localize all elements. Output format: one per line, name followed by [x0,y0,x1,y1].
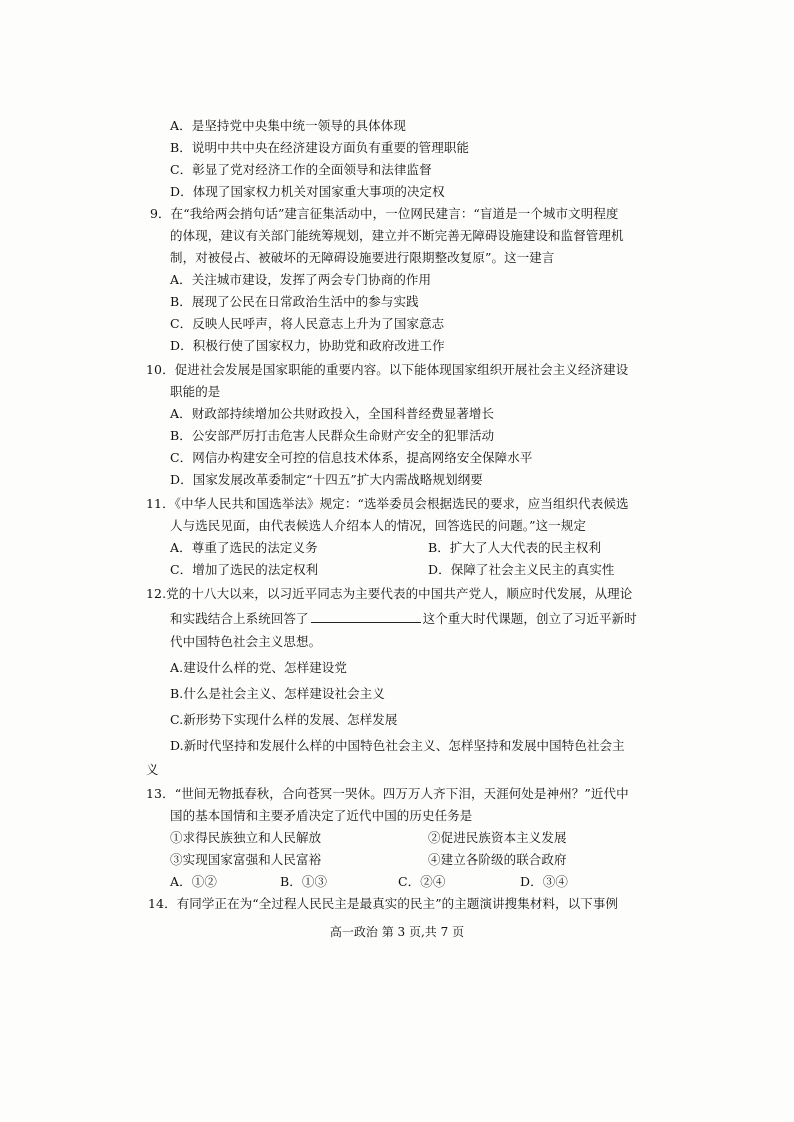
q10-option-c: C．网信办构建安全可控的信息技术体系，提高网络安全保障水平 [170,450,533,465]
q13-stem-line-1: 13．“世间无物抵春秋，合向苍冥一哭休。四万万人齐下泪，天涯何处是神州？”近代中 [146,786,629,801]
q13-item-2: ②促进民族资本主义发展 [428,830,567,845]
q8-option-d: D．体现了国家权力机关对国家重大事项的决定权 [170,184,445,199]
q13-choice-a: A．①② [170,874,217,889]
q12-stem-line-1: 12.党的十八大以来，以习近平同志为主要代表的中国共产党人，顺应时代发展，从理论 [146,586,633,601]
q13-choice-b: B．①③ [280,874,328,889]
q9-option-c: C．反映人民呼声，将人民意志上升为了国家意志 [170,316,445,331]
q8-option-c: C．彰显了党对经济工作的全面领导和法律监督 [170,162,432,177]
q12-stem-line-2 [170,610,637,627]
q13-choice-d: D．③④ [520,874,568,889]
q12-option-d-tail: 义 [146,762,159,777]
q10-option-b: B．公安部严厉打击危害人民群众生命财产安全的犯罪活动 [170,428,495,443]
q12-option-b: B.什么是社会主义、怎样建设社会主义 [170,686,385,701]
q12-option-a: A.建设什么样的党、怎样建设党 [170,660,348,675]
q13-item-4: ④建立各阶级的联合政府 [428,852,567,867]
q11-stem-line-1: 11．《中华人民共和国选举法》规定：“选举委员会根据选民的要求，应当组织代表候选 [146,496,629,511]
q13-item-1: ①求得民族独立和人民解放 [170,830,322,845]
q11-option-b: B．扩大了人大代表的民主权利 [428,540,602,555]
q8-option-a: A．是坚持党中央集中统一领导的具体体现 [170,118,406,133]
q10-option-a: A．财政部持续增加公共财政投入，全国科普经费显著增长 [170,406,495,421]
q10-stem-line-1: 10．促进社会发展是国家职能的重要内容。以下能体现国家组织开展社会主义经济建设 [146,362,629,377]
q13-stem-line-2: 国的基本国情和主要矛盾决定了近代中国的历史任务是 [170,808,473,823]
q10-stem-line-2: 职能的是 [170,384,221,399]
q13-choice-c: C．②④ [398,874,446,889]
q9-option-a: A．关注城市建设，发挥了两会专门协商的作用 [170,272,432,287]
q12-option-c: C.新形势下实现什么样的发展、怎样发展 [170,712,398,727]
q9-stem-line-3: 制，对被侵占、被破坏的无障碍设施要进行限期整改复原”。这一建言 [170,250,555,265]
q12-answer-blank [311,610,421,623]
q14-stem: 14．有同学正在为“全过程人民民主是最真实的民主”的主题演讲搜集材料，以下事例 [148,896,619,911]
q10-option-d: D．国家发展改革委制定“十四五”扩大内需战略规划纲要 [170,472,483,487]
q9-option-d: D．积极行使了国家权力，协助党和政府改进工作 [170,338,445,353]
q11-option-a: A．尊重了选民的法定义务 [170,540,318,555]
q12-stem-line-3: 代中国特色社会主义思想。 [170,634,322,649]
q9-option-b: B．展现了公民在日常政治生活中的参与实践 [170,294,419,309]
q12-stem-after-blank: 这个重大时代课题，创立了习近平新时 [422,611,637,626]
q12-stem-before-blank: 和实践结合上系统回答了 [170,611,309,626]
page-footer: 高一政治 第 3 页,共 7 页 [329,925,465,939]
q9-stem-line-2: 的体现，建议有关部门能统筹规划，建立并不断完善无障碍设施建设和监督管理机 [170,228,624,243]
q9-stem-line-1: 9．在“我给两会捎句话”建言征集活动中，一位网民建言：“盲道是一个城市文明程度 [150,206,619,221]
q11-option-d: D．保障了社会主义民主的真实性 [428,562,615,577]
q13-item-3: ③实现国家富强和人民富裕 [170,852,322,867]
q11-stem-line-2: 人与选民见面，由代表候选人介绍本人的情况，回答选民的问题。”这一规定 [170,518,587,533]
q11-option-c: C．增加了选民的法定权利 [170,562,319,577]
q8-option-b: B．说明中共中央在经济建设方面负有重要的管理职能 [170,140,470,155]
q12-option-d: D.新时代坚持和发展什么样的中国特色社会主义、怎样坚持和发展中国特色社会主 [170,738,625,753]
